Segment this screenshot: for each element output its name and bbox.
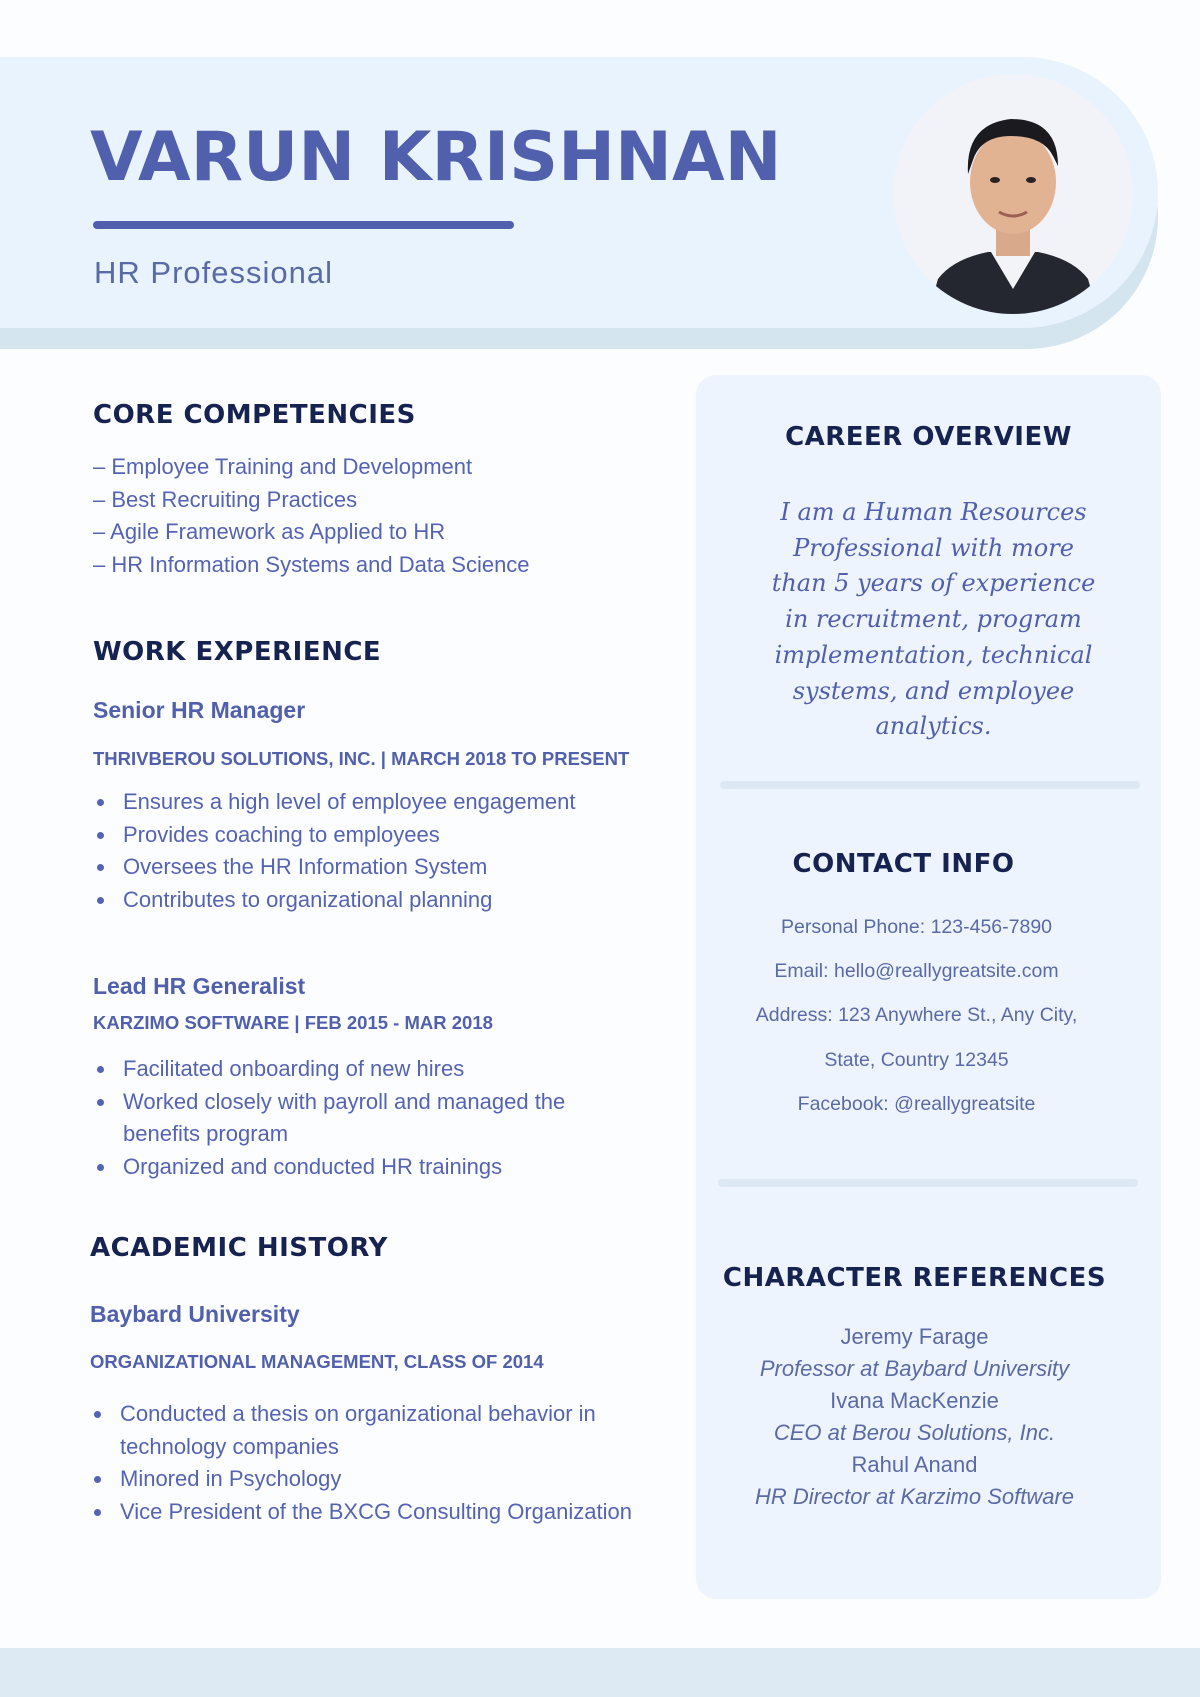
job-meta: THRIVBEROU SOLUTIONS, INC. | MARCH 2018 TO PRESENT (93, 748, 630, 769)
academic-heading: ACADEMIC HISTORY (90, 1233, 388, 1263)
contact-phone: Personal Phone: 123-456-7890 (780, 916, 1053, 938)
list-item: Oversees the HR Information System (93, 851, 653, 884)
list-item: Provides coaching to employees (93, 819, 653, 852)
contact-facebook: Facebook: @reallygreatsite (797, 1093, 1036, 1115)
competencies-list (93, 451, 530, 581)
degree-meta: ORGANIZATIONAL MANAGEMENT, CLASS OF 2014 (90, 1351, 544, 1372)
job-meta: KARZIMO SOFTWARE | FEB 2015 - MAR 2018 (93, 1012, 493, 1033)
competencies-heading: CORE COMPETENCIES (93, 400, 416, 430)
academic-bullets (90, 1398, 650, 1528)
list-item: Ensures a high level of employee engagement (93, 786, 653, 819)
list-item: Worked closely with payroll and managed the benefits program (93, 1086, 613, 1151)
reference-role: HR Director at Karzimo Software (754, 1484, 1075, 1509)
career-overview-heading: CAREER OVERVIEW (785, 422, 1072, 452)
job-bullets (93, 786, 653, 916)
footer-band (0, 1648, 1200, 1697)
reference-name: Ivana MacKenzie (830, 1388, 999, 1413)
list-item: – HR Information Systems and Data Science (93, 549, 530, 582)
school-name: Baybard University (90, 1301, 300, 1327)
job-bullets (93, 1053, 613, 1183)
contact-heading: CONTACT INFO (792, 849, 1015, 879)
divider (720, 781, 1140, 789)
contact-address-line2: State, Country 12345 (824, 1049, 1009, 1071)
profile-photo (893, 74, 1133, 314)
candidate-name: VARUN KRISHNAN (90, 118, 782, 197)
list-item: – Employee Training and Development (93, 451, 530, 484)
job-role: Senior HR Manager (93, 697, 306, 723)
list-item: Organized and conducted HR trainings (93, 1151, 613, 1184)
sidebar-card (696, 375, 1161, 1599)
list-item: Contributes to organizational planning (93, 884, 653, 917)
reference-role: CEO at Berou Solutions, Inc. (773, 1420, 1056, 1445)
reference-name: Jeremy Farage (840, 1324, 989, 1349)
list-item: – Best Recruiting Practices (93, 484, 530, 517)
reference-role: Professor at Baybard University (759, 1356, 1070, 1381)
list-item: Facilitated onboarding of new hires (93, 1053, 613, 1086)
contact-address-line1: Address: 123 Anywhere St., Any City, (755, 1004, 1078, 1026)
list-item: Conducted a thesis on organizational behavior in technology companies (90, 1398, 650, 1463)
job-role: Lead HR Generalist (93, 973, 306, 999)
work-experience-heading: WORK EXPERIENCE (93, 637, 382, 667)
divider (718, 1179, 1138, 1187)
references-heading: CHARACTER REFERENCES (722, 1263, 1107, 1293)
list-item: Vice President of the BXCG Consulting Organization (90, 1496, 650, 1529)
name-underline (93, 221, 514, 229)
job-title: HR Professional (94, 255, 333, 290)
list-item: – Agile Framework as Applied to HR (93, 516, 530, 549)
references-list (682, 1321, 1147, 1513)
contact-email: Email: hello@reallygreatsite.com (774, 960, 1059, 982)
career-overview-text: I am a Human Resources Professional with more than 5 years of experience in recruitment, program implementation, technical systems, and employee analytics. (771, 498, 1096, 741)
reference-name: Rahul Anand (851, 1452, 978, 1477)
list-item: Minored in Psychology (90, 1463, 650, 1496)
